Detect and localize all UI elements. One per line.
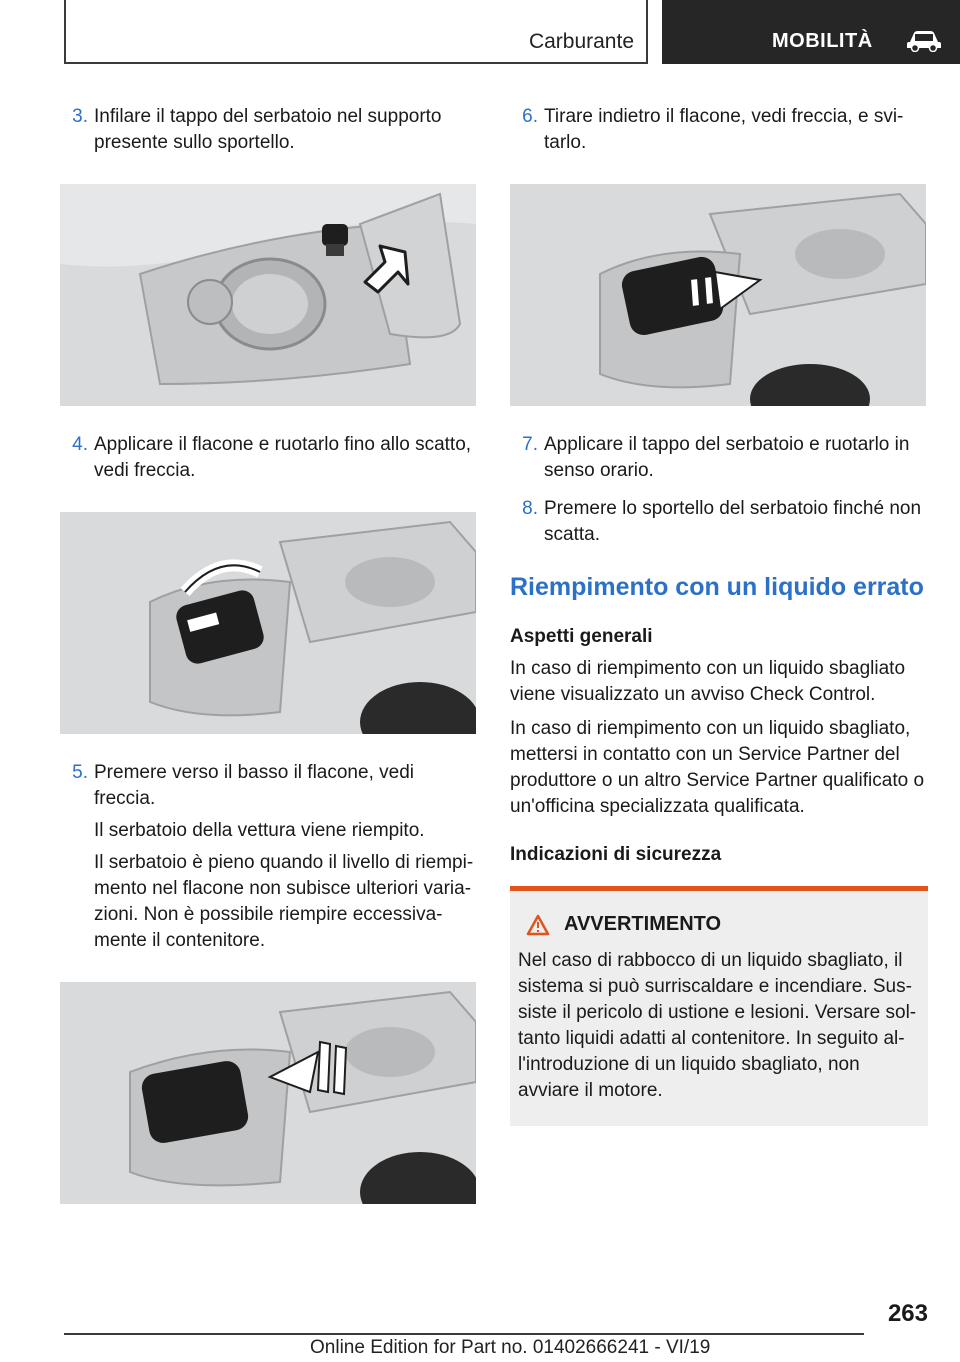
step-number: 5.: [72, 762, 88, 783]
page-number: 263: [887, 1300, 928, 1327]
step-6: [510, 104, 930, 162]
warning-box: [510, 886, 928, 1126]
header-section-box: [64, 0, 648, 64]
illustration-bottle-rotate: [60, 512, 476, 734]
step-text: Premere lo sportello del serbatoio finché non scatta.: [544, 498, 922, 545]
warning-header: [518, 913, 920, 936]
car-icon: [906, 28, 942, 52]
step-text: Applicare il tappo del serbatoio e ruotarlo in senso orario.: [544, 434, 910, 481]
step-number: 7.: [522, 434, 538, 455]
step-8: [510, 496, 930, 554]
subheading-general: Aspetti generali: [510, 626, 653, 647]
step-text: Il serbatoio è pieno quando il livello di riempi-mento nel flacone non subisce ulteriori varia-zioni. Non è possibile riempire eccessiva-mente il contenitore.: [94, 852, 474, 951]
step-4: [60, 432, 476, 490]
header-chapter-box: [662, 0, 960, 64]
step-number: 8.: [522, 498, 538, 519]
step-number: 6.: [522, 106, 538, 127]
step-5: [60, 760, 476, 960]
step-text: Infilare il tappo del serbatoio nel supporto presente sullo sportello.: [94, 106, 442, 153]
warning-title: AVVERTIMENTO: [564, 913, 722, 935]
illustration-bottle-remove: [510, 184, 926, 406]
left-column: [60, 104, 476, 1230]
section-heading: Riempimento con un liquido errato: [510, 573, 924, 601]
step-text: Premere verso il basso il flacone, vedi freccia.: [94, 762, 414, 809]
step-number: 4.: [72, 434, 88, 455]
illustration-bottle-press: [60, 982, 476, 1204]
section-title: Carburante: [528, 30, 634, 53]
paragraph: In caso di riempimento con un liquido sbagliato, mettersi in contatto con un Service Partner del produttore o un altro Service Partner qualificato o un'officina specializzata qualificata.: [510, 718, 925, 817]
illustration-cap-holder: [60, 184, 476, 406]
right-column: [510, 104, 930, 1126]
chapter-title: MOBILITÀ: [772, 30, 873, 52]
step-text: Applicare il flacone e ruotarlo fino allo scatto, vedi freccia.: [94, 434, 472, 481]
step-text: Il serbatoio della vettura viene riempito.: [94, 820, 425, 841]
step-number: 3.: [72, 106, 88, 127]
step-7: [510, 432, 930, 490]
step-text: Tirare indietro il flacone, vedi freccia, e svi-tarlo.: [544, 106, 904, 153]
warning-triangle-icon: [526, 914, 550, 936]
subheading-safety: Indicazioni di sicurezza: [510, 844, 722, 865]
warning-text: Nel caso di rabbocco di un liquido sbagliato, il sistema si può surriscaldare e incendiare. Sus-siste il pericolo di ustione e lesioni. Versare sol-tanto liquidi adatti al contenitore. In seguito al-l'introduzione di un liquido sbagliato, non avviare il motore.: [518, 950, 917, 1101]
footer-edition: Online Edition for Part no. 01402666241 - VI/19: [310, 1337, 711, 1358]
footer-divider: [64, 1333, 864, 1335]
paragraph: In caso di riempimento con un liquido sbagliato viene visualizzato un avviso Check Control.: [510, 658, 906, 705]
step-3: [60, 104, 476, 162]
